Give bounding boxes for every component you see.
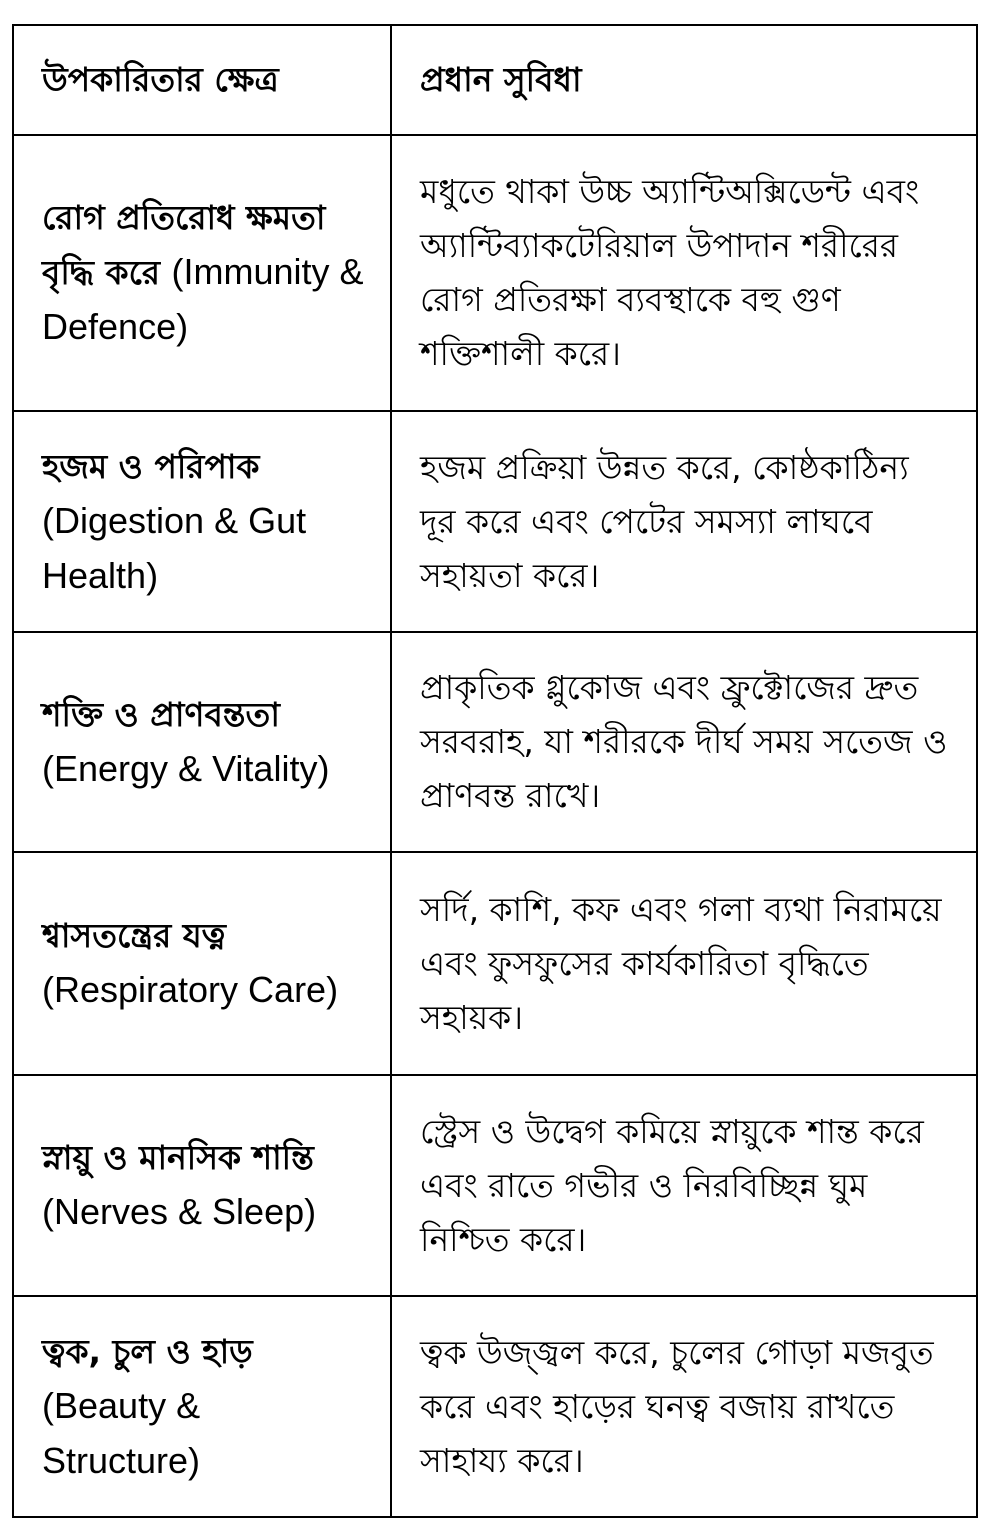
area-cell bbox=[13, 411, 391, 632]
area-bengali: ত্বক, চুল ও হাড় bbox=[42, 1331, 253, 1371]
table-row-digestion bbox=[13, 411, 977, 632]
table-row-nerves bbox=[13, 1075, 977, 1296]
table-row-beauty bbox=[13, 1296, 977, 1517]
table-header-row bbox=[13, 25, 977, 135]
area-english: (Respiratory Care) bbox=[42, 969, 339, 1010]
benefit-cell: স্ট্রেস ও উদ্বেগ কমিয়ে স্নায়ুকে শান্ত করে এবং রাতে গভীর ও নিরবিচ্ছিন্ন ঘুম নিশ্চিত করে। bbox=[391, 1075, 977, 1296]
benefit-cell: হজম প্রক্রিয়া উন্নত করে, কোষ্ঠকাঠিন্য দূর করে এবং পেটের সমস্যা লাঘবে সহায়তা করে। bbox=[391, 411, 977, 632]
area-cell bbox=[13, 1296, 391, 1517]
benefit-cell: প্রাকৃতিক গ্লুকোজ এবং ফ্রুক্টোজের দ্রুত সরবরাহ, যা শরীরকে দীর্ঘ সময় সতেজ ও প্রাণবন্ত রাখে। bbox=[391, 632, 977, 852]
area-cell bbox=[13, 135, 391, 411]
area-bengali: স্নায়ু ও মানসিক শান্তি bbox=[42, 1138, 314, 1177]
area-cell bbox=[13, 1075, 391, 1296]
area-cell bbox=[13, 632, 391, 852]
area-bengali: শ্বাসতন্ত্রের যত্ন bbox=[42, 916, 226, 955]
area-english: (Digestion & Gut Health) bbox=[42, 499, 307, 596]
benefit-cell: মধুতে থাকা উচ্চ অ্যান্টিঅক্সিডেন্ট এবং অ্যান্টিব্যাকটেরিয়াল উপাদান শরীরের রোগ প্রতিরক্ষা ব্যবস্থাকে বহু গুণ শক্তিশালী করে। bbox=[391, 135, 977, 411]
area-english: (Beauty & Structure) bbox=[42, 1384, 201, 1481]
area-bengali: রোগ প্রতিরোধ ক্ষমতা বৃদ্ধি করে bbox=[42, 198, 326, 292]
header-area: উপকারিতার ক্ষেত্র bbox=[13, 25, 391, 135]
table-row-energy bbox=[13, 632, 977, 852]
table-row-immunity bbox=[13, 135, 977, 411]
area-cell bbox=[13, 852, 391, 1075]
benefit-cell: ত্বক উজ্জ্বল করে, চুলের গোড়া মজবুত করে এবং হাড়ের ঘনত্ব বজায় রাখতে সাহায্য করে। bbox=[391, 1296, 977, 1517]
area-english: (Nerves & Sleep) bbox=[42, 1191, 317, 1232]
header-benefit: প্রধান সুবিধা bbox=[391, 25, 977, 135]
area-bengali: হজম ও পরিপাক bbox=[42, 446, 260, 486]
area-bengali: শক্তি ও প্রাণবন্ততা bbox=[42, 694, 280, 734]
benefits-table bbox=[12, 24, 978, 1518]
area-english: (Energy & Vitality) bbox=[42, 747, 330, 789]
benefit-cell: সর্দি, কাশি, কফ এবং গলা ব্যথা নিরাময়ে এবং ফুসফুসের কার্যকারিতা বৃদ্ধিতে সহায়ক। bbox=[391, 852, 977, 1075]
area-english: (Immunity & Defence) bbox=[42, 251, 364, 347]
table-row-respiratory bbox=[13, 852, 977, 1075]
